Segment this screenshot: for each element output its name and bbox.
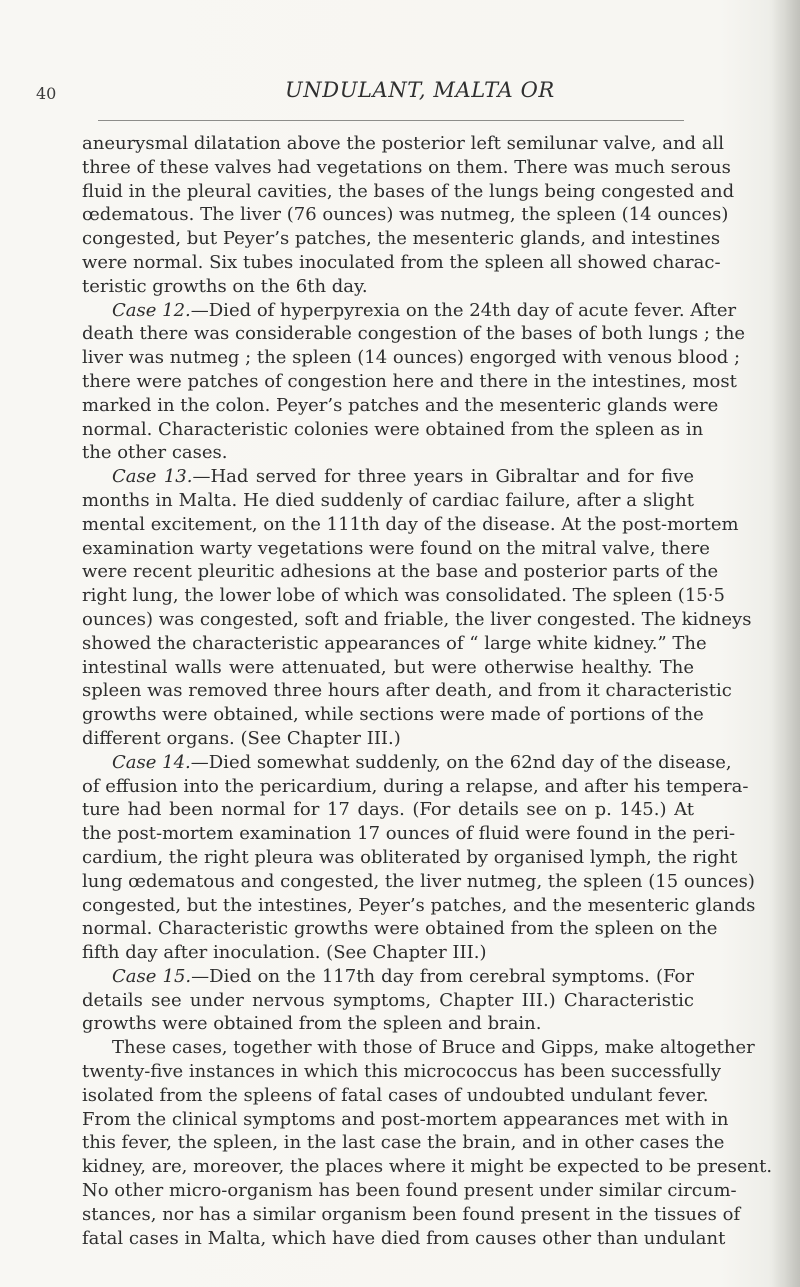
text-line bbox=[82, 418, 704, 442]
line-text: normal. Characteristic growths were obtained from the spleen on the bbox=[82, 918, 718, 940]
line-text: These cases, together with those of Bruce and Gipps, make altogether bbox=[112, 1037, 755, 1059]
text-line bbox=[82, 775, 749, 799]
line-text: lung œdematous and congested, the liver nutmeg, the spleen (15 ounces) bbox=[82, 870, 755, 892]
text-line bbox=[82, 180, 735, 204]
text-line bbox=[82, 513, 739, 537]
text-line bbox=[82, 1155, 773, 1179]
case-label: Case 13. bbox=[112, 466, 193, 488]
text-line bbox=[82, 894, 756, 918]
text-line bbox=[82, 965, 694, 989]
case-label: Case 12. bbox=[112, 299, 191, 321]
line-text: the other cases. bbox=[82, 442, 228, 464]
text-line bbox=[82, 798, 694, 822]
line-text: ounces) was congested, soft and friable, the liver congested. The kidneys bbox=[82, 608, 752, 630]
line-text: three of these valves had vegetations on them. There was much serous bbox=[82, 156, 731, 178]
text-line bbox=[82, 584, 725, 608]
line-text: were recent pleuritic adhesions at the base and posterior parts of the bbox=[82, 561, 719, 583]
line-text: ture had been normal for 17 days. (For details see on p. 145.) At bbox=[82, 799, 694, 821]
line-text: intestinal walls were attenuated, but were otherwise healthy. The bbox=[82, 656, 694, 678]
line-text: twenty-five instances in which this micrococcus has been successfully bbox=[82, 1061, 721, 1083]
text-line bbox=[82, 1131, 725, 1155]
text-line bbox=[82, 917, 718, 941]
text-line bbox=[82, 322, 746, 346]
line-text: fluid in the pleural cavities, the bases of the lungs being congested and bbox=[82, 180, 735, 202]
line-text: stances, nor has a similar organism been found present in the tissues of bbox=[82, 1203, 741, 1225]
text-line bbox=[82, 227, 721, 251]
line-text: death there was considerable congestion of the bases of both lungs ; the bbox=[82, 323, 746, 345]
line-text: marked in the colon. Peyer’s patches and the mesenteric glands were bbox=[82, 394, 719, 416]
text-line bbox=[82, 989, 694, 1013]
line-text: different organs. (See Chapter III.) bbox=[82, 727, 401, 749]
case-label: Case 15. bbox=[112, 965, 192, 987]
text-line bbox=[82, 751, 732, 775]
line-text: of effusion into the pericardium, during a relapse, and after his tempera- bbox=[82, 775, 749, 797]
text-line bbox=[82, 727, 694, 751]
body-text bbox=[82, 132, 773, 1250]
line-text: growths were obtained from the spleen and brain. bbox=[82, 1013, 542, 1035]
line-text: isolated from the spleens of fatal cases of undoubted undulant fever. bbox=[82, 1084, 709, 1106]
text-line bbox=[82, 1012, 694, 1036]
text-line bbox=[82, 156, 731, 180]
text-line bbox=[82, 346, 741, 370]
text-line bbox=[82, 1108, 729, 1132]
text-line bbox=[82, 275, 694, 299]
text-line bbox=[82, 1227, 726, 1251]
line-text: cardium, the right pleura was obliterated by organised lymph, the right bbox=[82, 846, 738, 868]
running-head: UNDULANT, MALTA OR bbox=[285, 78, 555, 102]
line-text: details see under nervous symptoms, Chapter III.) Characteristic bbox=[82, 989, 694, 1011]
text-line bbox=[82, 941, 694, 965]
page-number: 40 bbox=[36, 84, 57, 103]
text-line bbox=[82, 489, 694, 513]
line-text: spleen was removed three hours after death, and from it characteristic bbox=[82, 680, 732, 702]
page-edge-shadow bbox=[772, 0, 800, 1287]
text-line bbox=[82, 370, 737, 394]
line-text: fifth day after inoculation. (See Chapter III.) bbox=[82, 942, 487, 964]
text-line bbox=[82, 870, 755, 894]
text-line bbox=[82, 132, 725, 156]
line-text: there were patches of congestion here and there in the intestines, most bbox=[82, 370, 737, 392]
text-line bbox=[82, 560, 719, 584]
line-text: aneurysmal dilatation above the posterior left semilunar valve, and all bbox=[82, 133, 725, 154]
text-line bbox=[82, 703, 704, 727]
text-line bbox=[82, 299, 737, 323]
line-text: were normal. Six tubes inoculated from the spleen all showed charac- bbox=[82, 251, 721, 273]
line-text: this fever, the spleen, in the last case the brain, and in other cases the bbox=[82, 1132, 725, 1154]
text-line bbox=[82, 1036, 755, 1060]
line-text: mental excitement, on the 111th day of the disease. At the post-mortem bbox=[82, 513, 739, 535]
line-text: fatal cases in Malta, which have died from causes other than undulant bbox=[82, 1227, 726, 1249]
line-text: showed the characteristic appearances of “ large white kidney.” The bbox=[82, 632, 707, 654]
text-line bbox=[82, 608, 752, 632]
line-text: —Died somewhat suddenly, on the 62nd day of the disease, bbox=[190, 751, 732, 773]
line-text: No other micro-organism has been found present under similar circum- bbox=[82, 1180, 737, 1202]
text-line bbox=[82, 465, 694, 489]
line-text: teristic growths on the 6th day. bbox=[82, 275, 368, 297]
text-line bbox=[82, 656, 694, 680]
text-line bbox=[82, 1179, 737, 1203]
text-line bbox=[82, 632, 707, 656]
text-line bbox=[82, 1060, 721, 1084]
line-text: liver was nutmeg ; the spleen (14 ounces) engorged with venous blood ; bbox=[82, 347, 741, 369]
text-line bbox=[82, 822, 736, 846]
line-text: months in Malta. He died suddenly of cardiac failure, after a slight bbox=[82, 489, 694, 511]
line-text: normal. Characteristic colonies were obtained from the spleen as in bbox=[82, 418, 704, 440]
text-line bbox=[82, 1203, 741, 1227]
text-line bbox=[82, 441, 694, 465]
text-line bbox=[82, 846, 738, 870]
text-line bbox=[82, 251, 721, 275]
line-text: —Had served for three years in Gibraltar and for five bbox=[192, 466, 695, 488]
line-text: the post-mortem examination 17 ounces of fluid were found in the peri- bbox=[82, 823, 736, 845]
line-text: examination warty vegetations were found on the mitral valve, there bbox=[82, 537, 710, 559]
text-line bbox=[82, 679, 732, 703]
line-text: congested, but Peyer’s patches, the mesenteric glands, and intestines bbox=[82, 228, 721, 250]
line-text: —Died on the 117th day from cerebral symptoms. (For bbox=[191, 965, 694, 987]
line-text: growths were obtained, while sections were made of portions of the bbox=[82, 704, 704, 726]
line-text: œdematous. The liver (76 ounces) was nutmeg, the spleen (14 ounces) bbox=[82, 204, 729, 226]
line-text: From the clinical symptoms and post-mortem appearances met with in bbox=[82, 1108, 729, 1130]
text-line bbox=[82, 394, 719, 418]
line-text: right lung, the lower lobe of which was consolidated. The spleen (15·5 bbox=[82, 585, 725, 607]
text-line bbox=[82, 203, 729, 227]
header-rule bbox=[98, 120, 684, 121]
line-text: kidney, are, moreover, the places where it might be expected to be present. bbox=[82, 1156, 773, 1178]
text-line bbox=[82, 1084, 709, 1108]
line-text: congested, but the intestines, Peyer’s patches, and the mesenteric glands bbox=[82, 894, 756, 916]
page-header bbox=[36, 78, 716, 110]
line-text: —Died of hyperpyrexia on the 24th day of acute fever. After bbox=[190, 299, 737, 321]
text-line bbox=[82, 537, 710, 561]
case-label: Case 14. bbox=[112, 751, 191, 773]
